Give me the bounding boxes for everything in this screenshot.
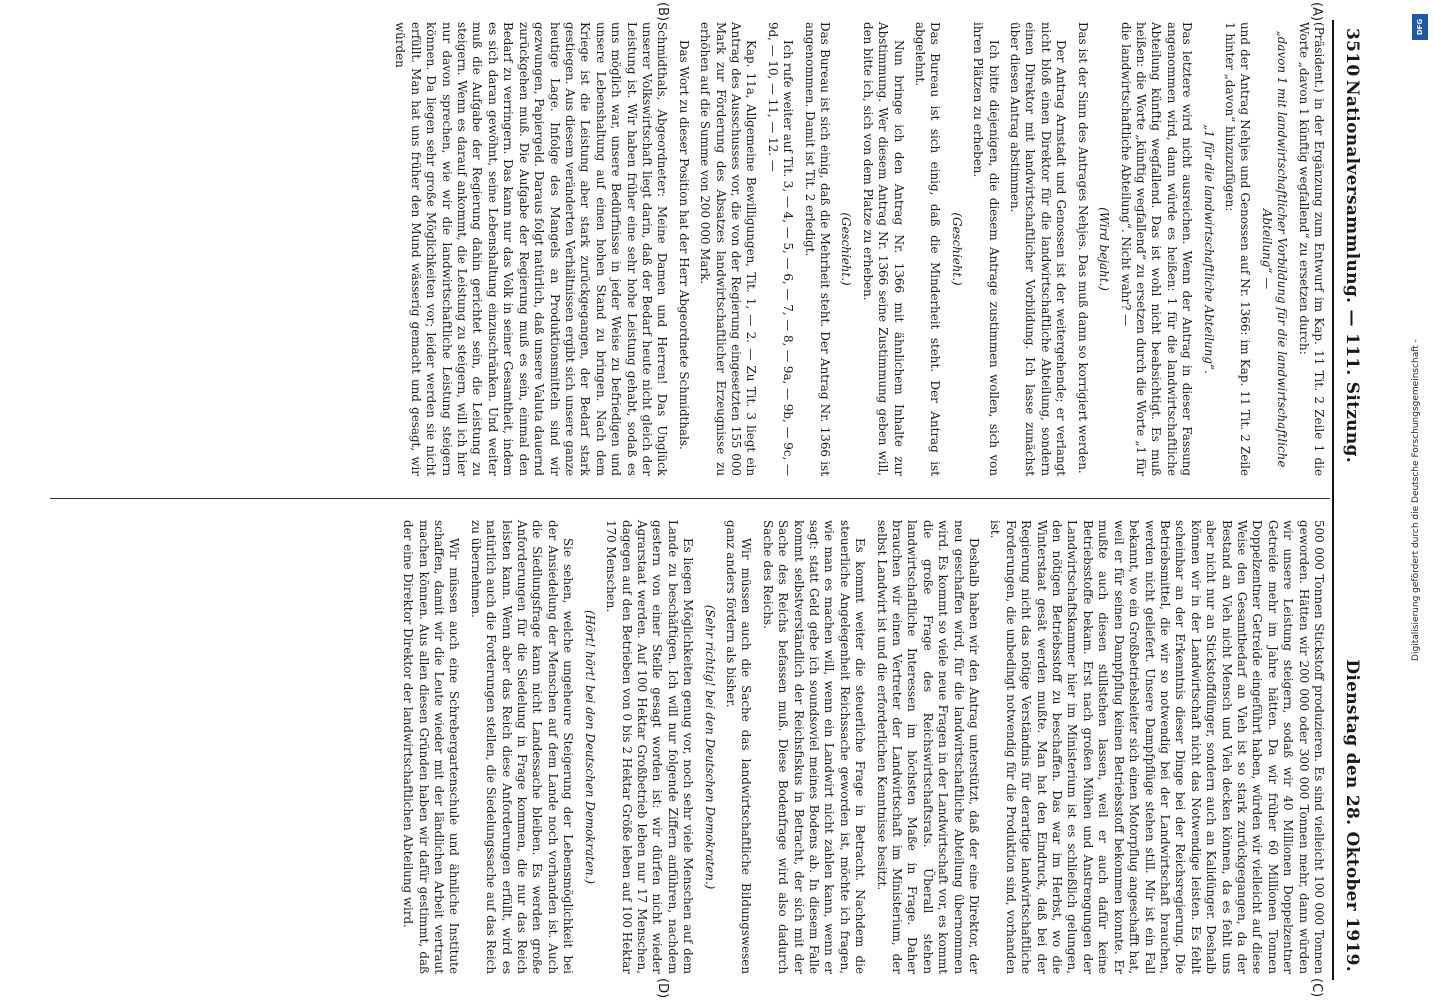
session-date: Dienstag den 28. Oktober 1919. (1342, 659, 1362, 972)
paragraph: und der Antrag Nehjes und Genossen auf Nr. 1366: im Kap. 11 Tit. 2 Zeile 1 hinter „davon“ hinzuzufügen: (1222, 22, 1253, 476)
paragraph: Sie sehen, welche ungeheure Steigerung der Lebensmöglichkeit bei der Ansiedelung der Menschen auf dem Lande noch vorhanden ist. Auch die Siedlungsfrage kann nicht Landessache bleiben. Es werden große Anforderungen für die Siedelung in Frage kommen, die nur das Reich leisten kann. Wenn aber das Reich diese Anforderungen erfüllt, wird es natürlich auch die Forderungen stellen, die Siedelungssache auf das Reich zu übernehmen. (468, 520, 576, 974)
speech-schmidthals: Schmidthals, Abgeordneter: Meine Damen und Herren! Das Unglück unserer Volkswirtschaft liegt darin, daß der Bedarf heute nicht gleich der Leistung ist. Wir haben früher eine sehr hohe Leistung gehabt, sodaß es uns möglich war, unsere Bedürfnisse in jeder Weise zu befriedigen und unsere Lebenshaltung auf einen hohen Stand zu bringen. Nach dem Kriege ist die Leistung aber stark zurückgegangen, der Bedarf stark gestiegen. Aus diesem veränderten Verhältnissen ergibt sich unsere ganze heutige Lage. Infolge des Mangels an Produktionsmitteln sind wir gezwungen, Papiergeld. Daraus folgt natürlich, daß unsere Valuta dauernd zurückgehen muß. Die Aufgabe der Regierung muß es sein, einmal den Bedarf zu verringern. Das kann nur das Volk in seiner Gesamtheit, indem es sich daran gewöhnt, seine Lebenshaltung einzuschränken. Und weiter muß die Aufgabe der Regierung dahin gerichtet sein, die Leistung zu steigern. Wenn es darauf ankommt, die Leistung zu steigern, will ich hier nur davon sprechen, wie wir die landwirtschaftliche Leistung steigern können. Da liegen sehr große Möglichkeiten vor; leider werden sie nicht erfüllt. Man hat uns früher den Mund wässerig gemacht und gesagt, wir würden (393, 22, 670, 476)
paragraph: Ich rufe weiter auf Tit. 3, — 4, — 5, — 6, — 7, — 8, — 9a, — 9b, — 9c, — 9d, — 10, — 11, — 12. — (765, 22, 796, 476)
margin-mark-d: (D) (655, 978, 670, 999)
stage-direction: (Hört! hört! bei den Deutschen Demokraten.) (582, 609, 597, 885)
column-divider (50, 498, 1330, 499)
margin-mark-a: (A) (1309, 2, 1324, 22)
paragraph: Kap. 11a, Allgemeine Bewilligungen, Tit. 1, — 2. — Zu Tit. 3 liegt ein Antrag des Ausschusses vor, die von der Regierung eingesetzten 155 000 Mark zur Förderung des Absatzes landwirtschaftlicher Erzeugnisse zu erhöhen auf die Summe von 200 000 Mark. (698, 22, 759, 476)
margin-mark-b: (B) (655, 2, 670, 22)
stage-direction: (Geschieht.) (949, 212, 964, 286)
paragraph: Wir müssen auch die Sache das landwirtschaftliche Bildungswesen ganz anders fördern als bisher. (723, 520, 754, 974)
paragraph: Das Bureau ist sich einig, daß die Mehrheit steht. Der Antrag Nr. 1366 ist angenommen. Damit ist Tit. 2 erledigt. (802, 22, 833, 476)
paragraph: (Präsident.) in der Ergänzung zum Entwurf im Kap. 11 Tit. 2 Zeile 1 die Worte „davon 1 künftig wegfallend“ zu ersetzen durch: (1296, 22, 1326, 476)
right-column (394, 520, 1326, 974)
paragraph: Ich bitte diejenigen, die diesem Antrage zustimmen wollen, sich von ihren Plätzen zu erheben. (971, 22, 1001, 476)
paragraph: Das letztere wird nicht ausreichen. Wenn der Antrag in dieser Fassung angenommen wird, dann würde es heißen: 1 für die landwirtschaftliche Abteilung künftig wegfallend. Das ist wohl nicht beabsichtigt. Es muß heißen: die Worte „künftig wegfallend“ zu ersetzen durch die Worte „1 für die landwirtschaftliche Abteilung“. Nicht wahr? — (1118, 22, 1195, 476)
paragraph: Das Bureau ist sich einig, daß die Minderheit steht. Der Antrag ist abgelehnt. (913, 22, 943, 476)
quoted-amendment: „1 für die landwirtschaftliche Abteilung“. (1201, 124, 1216, 374)
paragraph: Es kommt weiter die steuerliche Frage in Betracht. Nachdem die steuerliche Angelegenheit Reichssache geworden ist, möchte ich fragen, wie man es machen will, wenn ein Landwirt nicht zahlen kann, wenn er sagt: statt Geld gebe ich soundsoviel meines Bodens ab. In diesem Falle kommt selbstverständlich der Reichsfiskus in Betracht, der sich mit der Sache des Reichs befassen muß. Diese Bodenfrage wird also dadurch Sache des Reichs. (760, 520, 868, 974)
page-number: 3510 (1342, 28, 1362, 77)
paragraph: Nun bringe ich den Antrag Nr. 1366 mit ähnlichem Inhalte zur Abstimmung. Wer diesem Antrag Nr. 1366 seine Zustimmung geben will, den bitte ich, sich von dem Platze zu erheben. (860, 22, 906, 476)
paragraph: Deshalb haben wir den Antrag unterstützt, daß der eine Direktor, der neu geschaffen wird, für die landwirtschaftliche Abteilung übernommen wird. Es kommt so viele neue Fragen in der Landwirtschaft vor, es kommt die große Frage des Reichswirtschaftsrats. Überall stehen landwirtschaftliche Interessen im höchsten Maße in Frage. Daher brauchen wir einen Vertreter der Landwirtschaft im Ministerium, der selbst Landwirt ist und die erforderlichen Kenntnisse besitzt. (874, 520, 982, 974)
stage-direction: (Sehr richtig! bei den Deutschen Demokraten.) (702, 604, 717, 890)
dfg-logo: DFG (1412, 14, 1428, 40)
paragraph: Der Antrag Arnstadt und Genossen ist der weitergehende; er verlangt nicht bloß einen Direktor für die landwirtschaftliche Abteilung, sondern einen Direktor mit landwirtschaftlicher Vorbildung. Ich lasse zunächst über diesen Antrag abstimmen. (1008, 22, 1069, 476)
digitization-credit: Digitalisierung gefördert durch die Deutsche Forschungsgemeinschaft - (1411, 339, 1421, 661)
paragraph: Wir müssen auch eine Schrebergartenschule und ähnliche Institute schaffen, damit wir die Leute wieder mit der ländlichen Arbeit vertraut machen können. Aus allen diesen Gründen haben wir dafür gestimmt, daß der eine Direktor Direktor der landwirtschaftlichen Abteilung wird. (401, 520, 462, 974)
paragraph: Das ist der Sinn des Antrages Nehjes. Das muß dann so korrigiert werden. (1075, 22, 1090, 474)
page-header (1332, 20, 1370, 980)
session-title: Nationalversammlung. — 111. Sitzung. (1342, 80, 1362, 463)
paragraph: Es liegen Möglichkeiten genug vor, noch sehr viele Menschen auf dem Lande zu beschäftigen. Ich will nur folgende Ziffern anführen, nachdem gestern von einer Stelle gesagt worden ist: wir dürfen nicht wieder Agrarstaat werden. Auf 100 Hektar Großbetrieb leben nur 17 Menschen, dagegen auf den Betrieben von 0 bis 2 Hektar Größe leben auf 100 Hektar 170 Menschen. (604, 520, 696, 974)
paragraph: Das Wort zu dieser Position hat der Herr Abgeordnete Schmidthals. (676, 40, 691, 450)
left-column (386, 22, 1326, 476)
paragraph: 500 000 Tonnen Stickstoff produzieren. Es sind vielleicht 100 000 Tonnen geworden. Hätten wir 200 000 oder 300 000 Tonnen mehr, dann würden wir unsere Leistung steigern, sodaß wir 40 Millionen Doppelzentner Getreide mehr im Jahre hätten. Da wir früher 60 Millionen Tonnen Doppelzentner Getreide eingeführt haben, würden wir vielleicht auf diese Weise den Gesamtbedarf an Vieh ist so stark zurückgegangen, da der Bestand an Vieh nicht Mensch und Vieh decken können, da es fehlt uns aber nicht nur an Stickstoffdünger, sondern auch an Kalidünger. Deshalb können wir in der Landwirtschaft nicht das Notwendige leisten. Es fehlt scheinbar an der Erkenntnis dieser Dinge bei der Reichsregierung. Die Betriebsmittel, die wir so notwendig bei der Landwirtschaft brauchen, werden nicht geliefert. Unsere Dampfpflüge stehen still. Mir ist ein Fall bekannt, wo ein Großbetriebsleiter sich einen Motorpflug angeschafft hat, weil er für seinen Dampfpflug keinen Betriebsstoff bekommen konnte. Er mußte auch diesen stillstehen lassen, weil er auch dafür keine Betriebsstoffe bekam. Erst nach großen Mühen und Anstrengungen der Landwirtschaftskammer hier im Ministerium ist es schließlich gelungen, den nötigen Betriebsstoff zu beschaffen. Das war im Herbst, wo die Winterstaat gesät werden mußte. Man hat den Eindruck, daß bei der Regierung nicht das nötige Verständnis für derartige landwirtschaftliche Forderungen, die unbedingt notwendig für die Produktion sind, vorhanden ist. (988, 520, 1326, 974)
scanned-page (40, 2, 1370, 999)
stage-direction: (Geschieht.) (839, 212, 854, 286)
margin-mark-c: (C) (1309, 978, 1324, 998)
quoted-amendment: „davon 1 mit landwirtschaftlicher Vorbildung für die landwirtschaftliche Abteilung“ — (1259, 30, 1290, 468)
stage-direction: (Wird bejaht.) (1097, 207, 1112, 291)
